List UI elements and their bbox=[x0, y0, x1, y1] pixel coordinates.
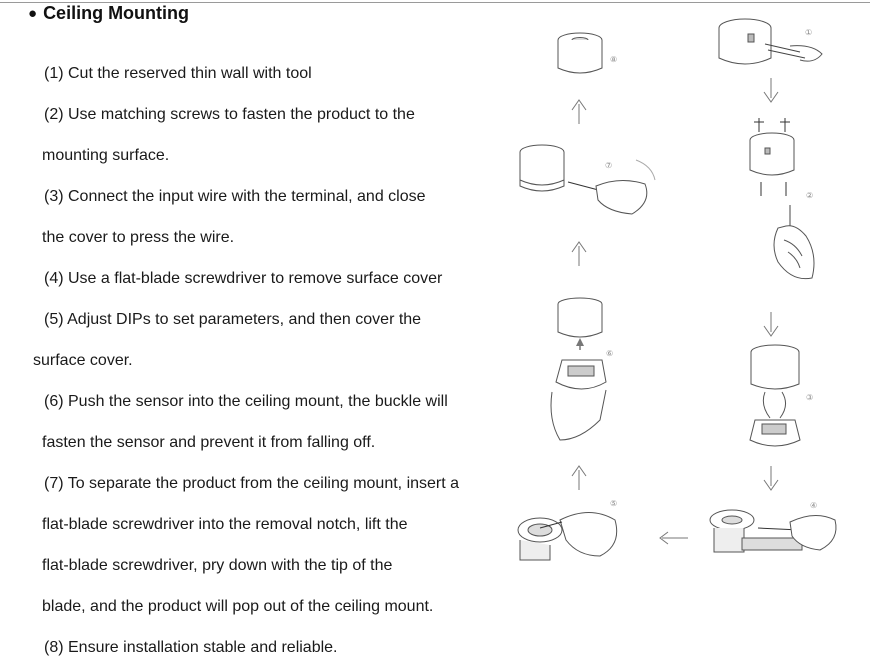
instruction-line-4: (3) Connect the input wire with the terminal, and close bbox=[44, 188, 426, 205]
step-marker-8: ⑧ bbox=[610, 55, 618, 64]
instruction-line-7: (5) Adjust DIPs to set parameters, and then cover the bbox=[44, 311, 422, 328]
step-marker-4: ④ bbox=[810, 501, 818, 510]
step-3-figure bbox=[750, 345, 800, 446]
instruction-line-11: (7) To separate the product from the ceiling mount, insert a bbox=[44, 475, 460, 492]
step-marker-2: ② bbox=[806, 191, 814, 200]
instruction-line-8: surface cover. bbox=[33, 352, 133, 369]
step-marker-3: ③ bbox=[806, 393, 814, 402]
instruction-line-12: flat-blade screwdriver into the removal notch, lift the bbox=[42, 516, 408, 533]
instruction-line-5: the cover to press the wire. bbox=[42, 229, 235, 246]
instruction-line-6: (4) Use a flat-blade screwdriver to remove surface cover bbox=[44, 270, 443, 287]
instruction-line-3: mounting surface. bbox=[42, 147, 170, 164]
instruction-line-1: (1) Cut the reserved thin wall with tool bbox=[44, 65, 312, 82]
instruction-line-9: (6) Push the sensor into the ceiling mount, the buckle will bbox=[44, 393, 448, 410]
instruction-line-10: fasten the sensor and prevent it from falling off. bbox=[42, 434, 376, 451]
instruction-line-14: blade, and the product will pop out of the ceiling mount. bbox=[42, 598, 434, 615]
section-title: Ceiling Mounting bbox=[43, 3, 190, 23]
step-2-figure bbox=[750, 118, 814, 279]
instruction-line-13: flat-blade screwdriver, pry down with the tip of the bbox=[42, 557, 393, 574]
step-marker-5: ⑤ bbox=[610, 499, 618, 508]
step-1-figure bbox=[719, 19, 822, 64]
step-4-figure bbox=[710, 510, 836, 552]
instruction-line-15: (8) Ensure installation stable and reliable. bbox=[44, 639, 338, 656]
step-8-figure bbox=[558, 33, 602, 73]
step-marker-6: ⑥ bbox=[606, 349, 614, 358]
instruction-line-2: (2) Use matching screws to fasten the product to the bbox=[44, 106, 415, 123]
step-marker-7: ⑦ bbox=[605, 161, 613, 170]
step-marker-1: ① bbox=[805, 28, 813, 37]
step-5-figure bbox=[518, 513, 617, 561]
bullet-icon: ● bbox=[28, 5, 38, 22]
step-6-figure bbox=[551, 298, 606, 440]
step-7-figure bbox=[520, 145, 655, 214]
